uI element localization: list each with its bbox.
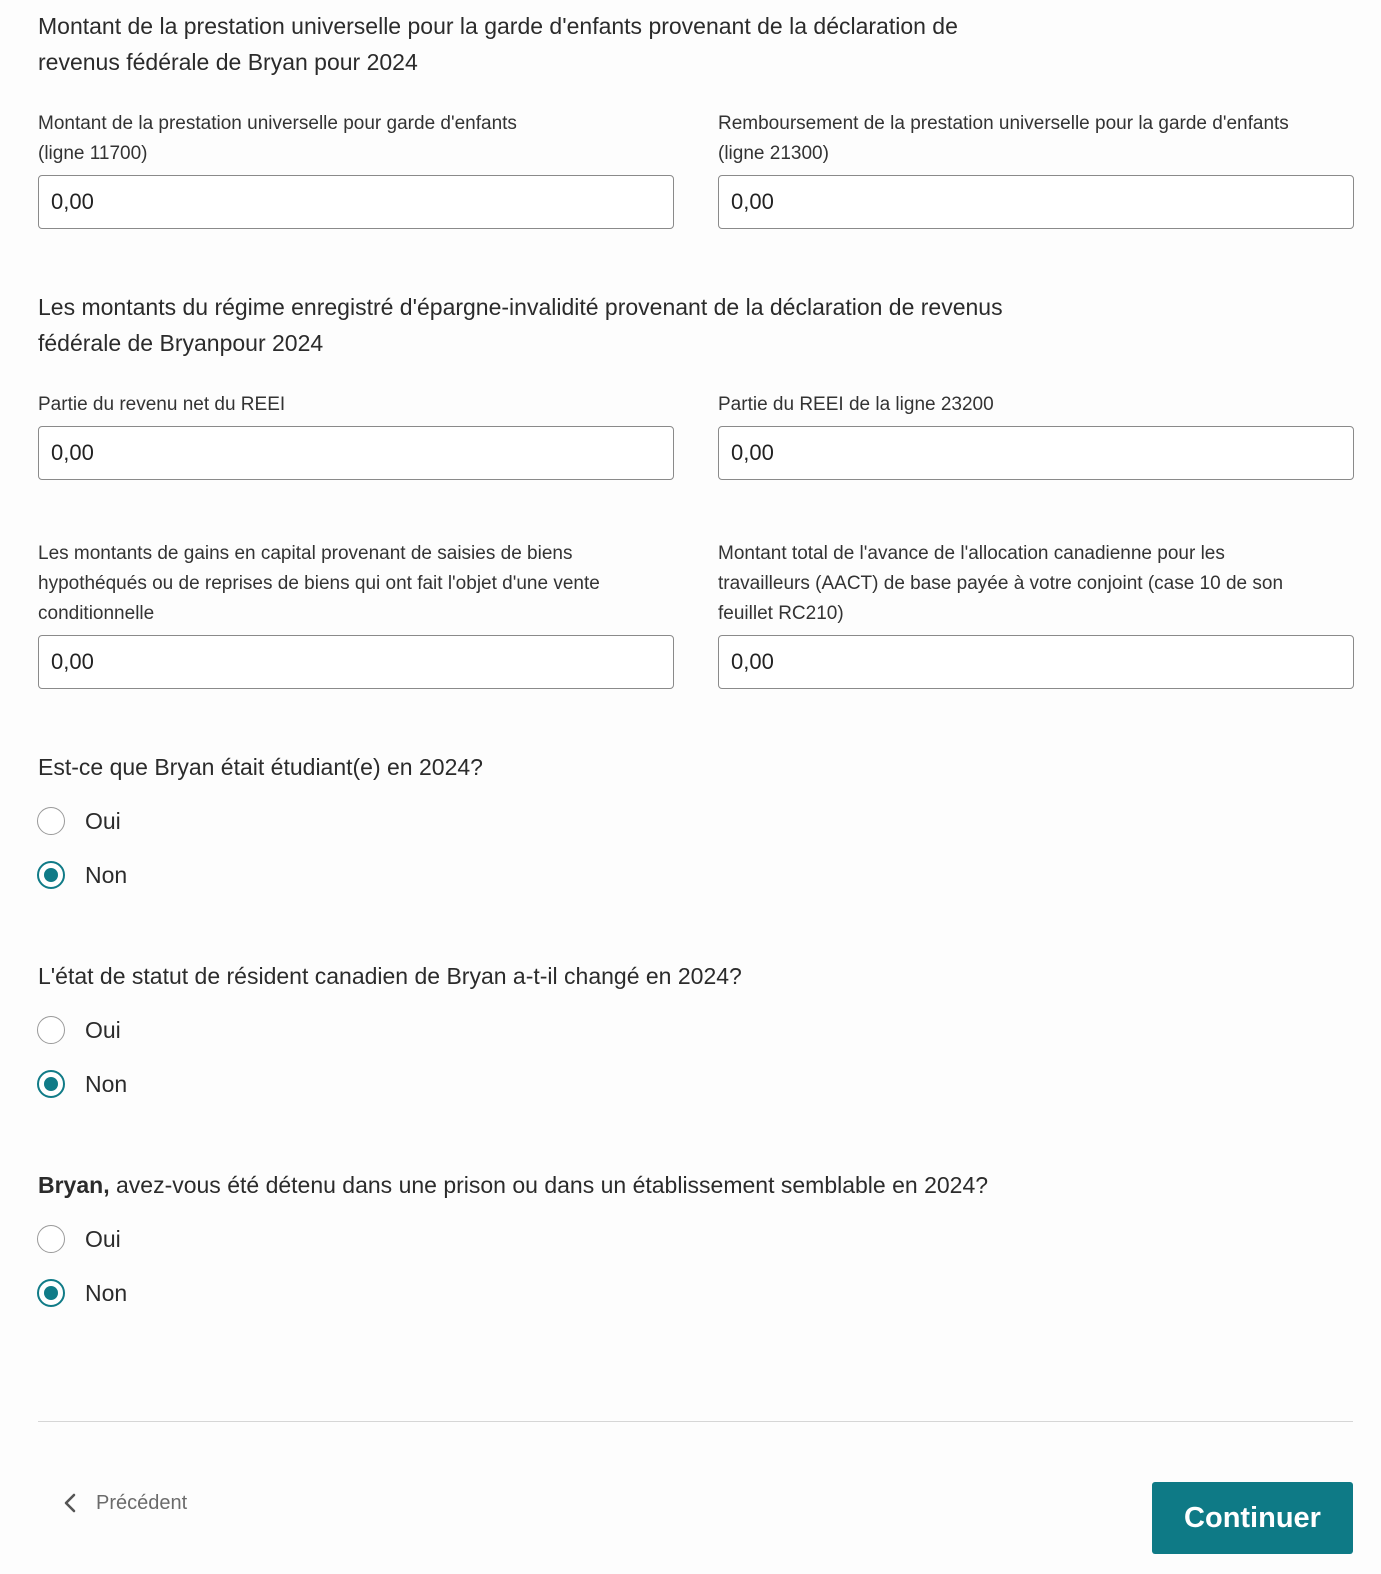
radio-unchecked-icon[interactable] — [37, 807, 65, 835]
acwb-advance-input[interactable] — [718, 635, 1354, 689]
childcare-heading-line2: revenus fédérale de Bryan pour 2024 — [38, 49, 418, 75]
uccb-repayment-input[interactable] — [718, 175, 1354, 229]
residency-option-no-label: Non — [85, 1070, 128, 1097]
residency-question: L'état de statut de résident canadien de Bryan a-t-il changé en 2024? — [38, 963, 742, 989]
student-question: Est-ce que Bryan était étudiant(e) en 2024? — [38, 754, 483, 780]
capital-gains-label-line3: conditionnelle — [38, 603, 155, 624]
uccb-repayment-label-line1: Remboursement de la prestation universelle pour la garde d'enfants — [718, 113, 1289, 134]
residency-option-yes[interactable] — [37, 1013, 121, 1047]
uccb-amount-label-line2: (ligne 11700) — [38, 143, 148, 164]
residency-option-no[interactable] — [37, 1067, 127, 1101]
capital-gains-input[interactable] — [38, 635, 674, 689]
rdsp-net-income-label: Partie du revenu net du REEI — [38, 394, 286, 415]
prison-question — [38, 1169, 988, 1201]
rdsp-heading-line1: Les montants du régime enregistré d'épargne-invalidité provenant de la déclaration de revenus — [38, 294, 1003, 320]
student-option-yes-label: Oui — [85, 807, 121, 834]
rdsp-line-23200-input[interactable] — [718, 426, 1354, 480]
continue-button[interactable]: Continuer — [1152, 1482, 1353, 1554]
radio-checked-icon[interactable] — [37, 1070, 65, 1098]
rdsp-line-23200-label: Partie du REEI de la ligne 23200 — [718, 394, 994, 415]
prison-option-yes-label: Oui — [85, 1225, 121, 1252]
capital-gains-label-line1: Les montants de gains en capital provenant de saisies de biens — [38, 543, 573, 564]
capital-gains-label — [38, 539, 678, 629]
chevron-left-icon[interactable] — [60, 1492, 82, 1514]
childcare-heading-line1: Montant de la prestation universelle pour la garde d'enfants provenant de la déclaration de — [38, 13, 958, 39]
uccb-repayment-label — [718, 109, 1358, 169]
residency-option-yes-label: Oui — [85, 1016, 121, 1043]
uccb-amount-input[interactable] — [38, 175, 674, 229]
student-option-no-label: Non — [85, 861, 128, 888]
radio-unchecked-icon[interactable] — [37, 1225, 65, 1253]
footer-divider — [38, 1421, 1353, 1422]
prison-question-text: avez-vous été détenu dans une prison ou dans un établissement semblable en 2024? — [109, 1172, 989, 1198]
rdsp-net-income-input[interactable] — [38, 426, 674, 480]
acwb-advance-label — [718, 539, 1358, 629]
prison-question-name: Bryan, — [38, 1172, 110, 1198]
prison-option-no-label: Non — [85, 1279, 128, 1306]
rdsp-heading-line2: fédérale de Bryanpour 2024 — [38, 330, 324, 356]
acwb-advance-label-line2: travailleurs (AACT) de base payée à votre conjoint (case 10 de son — [718, 573, 1284, 594]
prison-option-yes[interactable] — [37, 1222, 121, 1256]
uccb-repayment-label-line2: (ligne 21300) — [718, 143, 829, 164]
uccb-amount-label — [38, 109, 678, 169]
prison-option-no[interactable] — [37, 1276, 127, 1310]
radio-unchecked-icon[interactable] — [37, 1016, 65, 1044]
radio-checked-icon[interactable] — [37, 861, 65, 889]
acwb-advance-label-line3: feuillet RC210) — [718, 603, 844, 624]
radio-checked-icon[interactable] — [37, 1279, 65, 1307]
back-link-label[interactable]: Précédent — [96, 1491, 188, 1514]
acwb-advance-label-line1: Montant total de l'avance de l'allocation canadienne pour les — [718, 543, 1225, 564]
uccb-amount-label-line1: Montant de la prestation universelle pour garde d'enfants — [38, 113, 517, 134]
back-link[interactable] — [60, 1485, 187, 1521]
capital-gains-label-line2: hypothéqués ou de reprises de biens qui ont fait l'objet d'une vente — [38, 573, 600, 594]
student-option-no[interactable] — [37, 858, 127, 892]
student-option-yes[interactable] — [37, 804, 121, 838]
